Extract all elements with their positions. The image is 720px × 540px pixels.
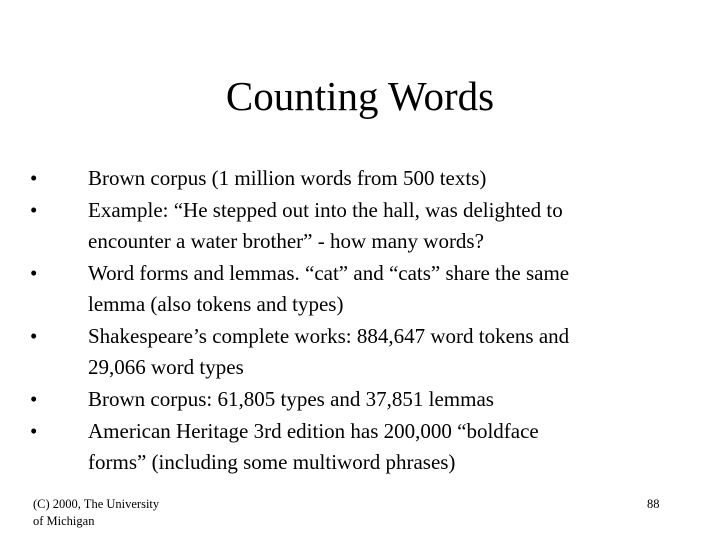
bullet-text-line: Example: “He stepped out into the hall, was delighted to (88, 198, 563, 222)
bullet-text-line: Brown corpus: 61,805 types and 37,851 lemmas (88, 387, 494, 411)
bullet-text-line: Shakespeare’s complete works: 884,647 word tokens and (88, 324, 570, 348)
bullet-list (30, 163, 700, 479)
bullet-item (30, 384, 700, 415)
bullet-item (30, 163, 700, 194)
page-number: 88 (647, 497, 660, 511)
bullet-text-line: encounter a water brother” - how many words? (88, 229, 484, 253)
bullet-item (30, 321, 700, 383)
bullet-icon: • (30, 324, 38, 348)
slide-title: Counting Words (225, 73, 495, 119)
bullet-text-line: lemma (also tokens and types) (88, 292, 344, 316)
footer-copyright-line: of Michigan (33, 514, 95, 528)
bullet-icon: • (30, 261, 38, 285)
bullet-text-line: Word forms and lemmas. “cat” and “cats” share the same (88, 261, 570, 285)
bullet-item (30, 195, 700, 257)
bullet-icon: • (30, 166, 38, 190)
bullet-text-line: Brown corpus (1 million words from 500 texts) (88, 166, 487, 190)
footer-copyright (33, 496, 159, 530)
bullet-text-line: American Heritage 3rd edition has 200,000 “boldface (88, 419, 539, 443)
bullet-item (30, 416, 700, 478)
bullet-text-line: forms” (including some multiword phrases) (88, 450, 456, 474)
bullet-icon: • (30, 419, 38, 443)
bullet-item (30, 258, 700, 320)
footer-copyright-line: (C) 2000, The University (33, 497, 160, 511)
bullet-text-line: 29,066 word types (88, 355, 244, 379)
bullet-icon: • (30, 387, 38, 411)
bullet-icon: • (30, 198, 38, 222)
